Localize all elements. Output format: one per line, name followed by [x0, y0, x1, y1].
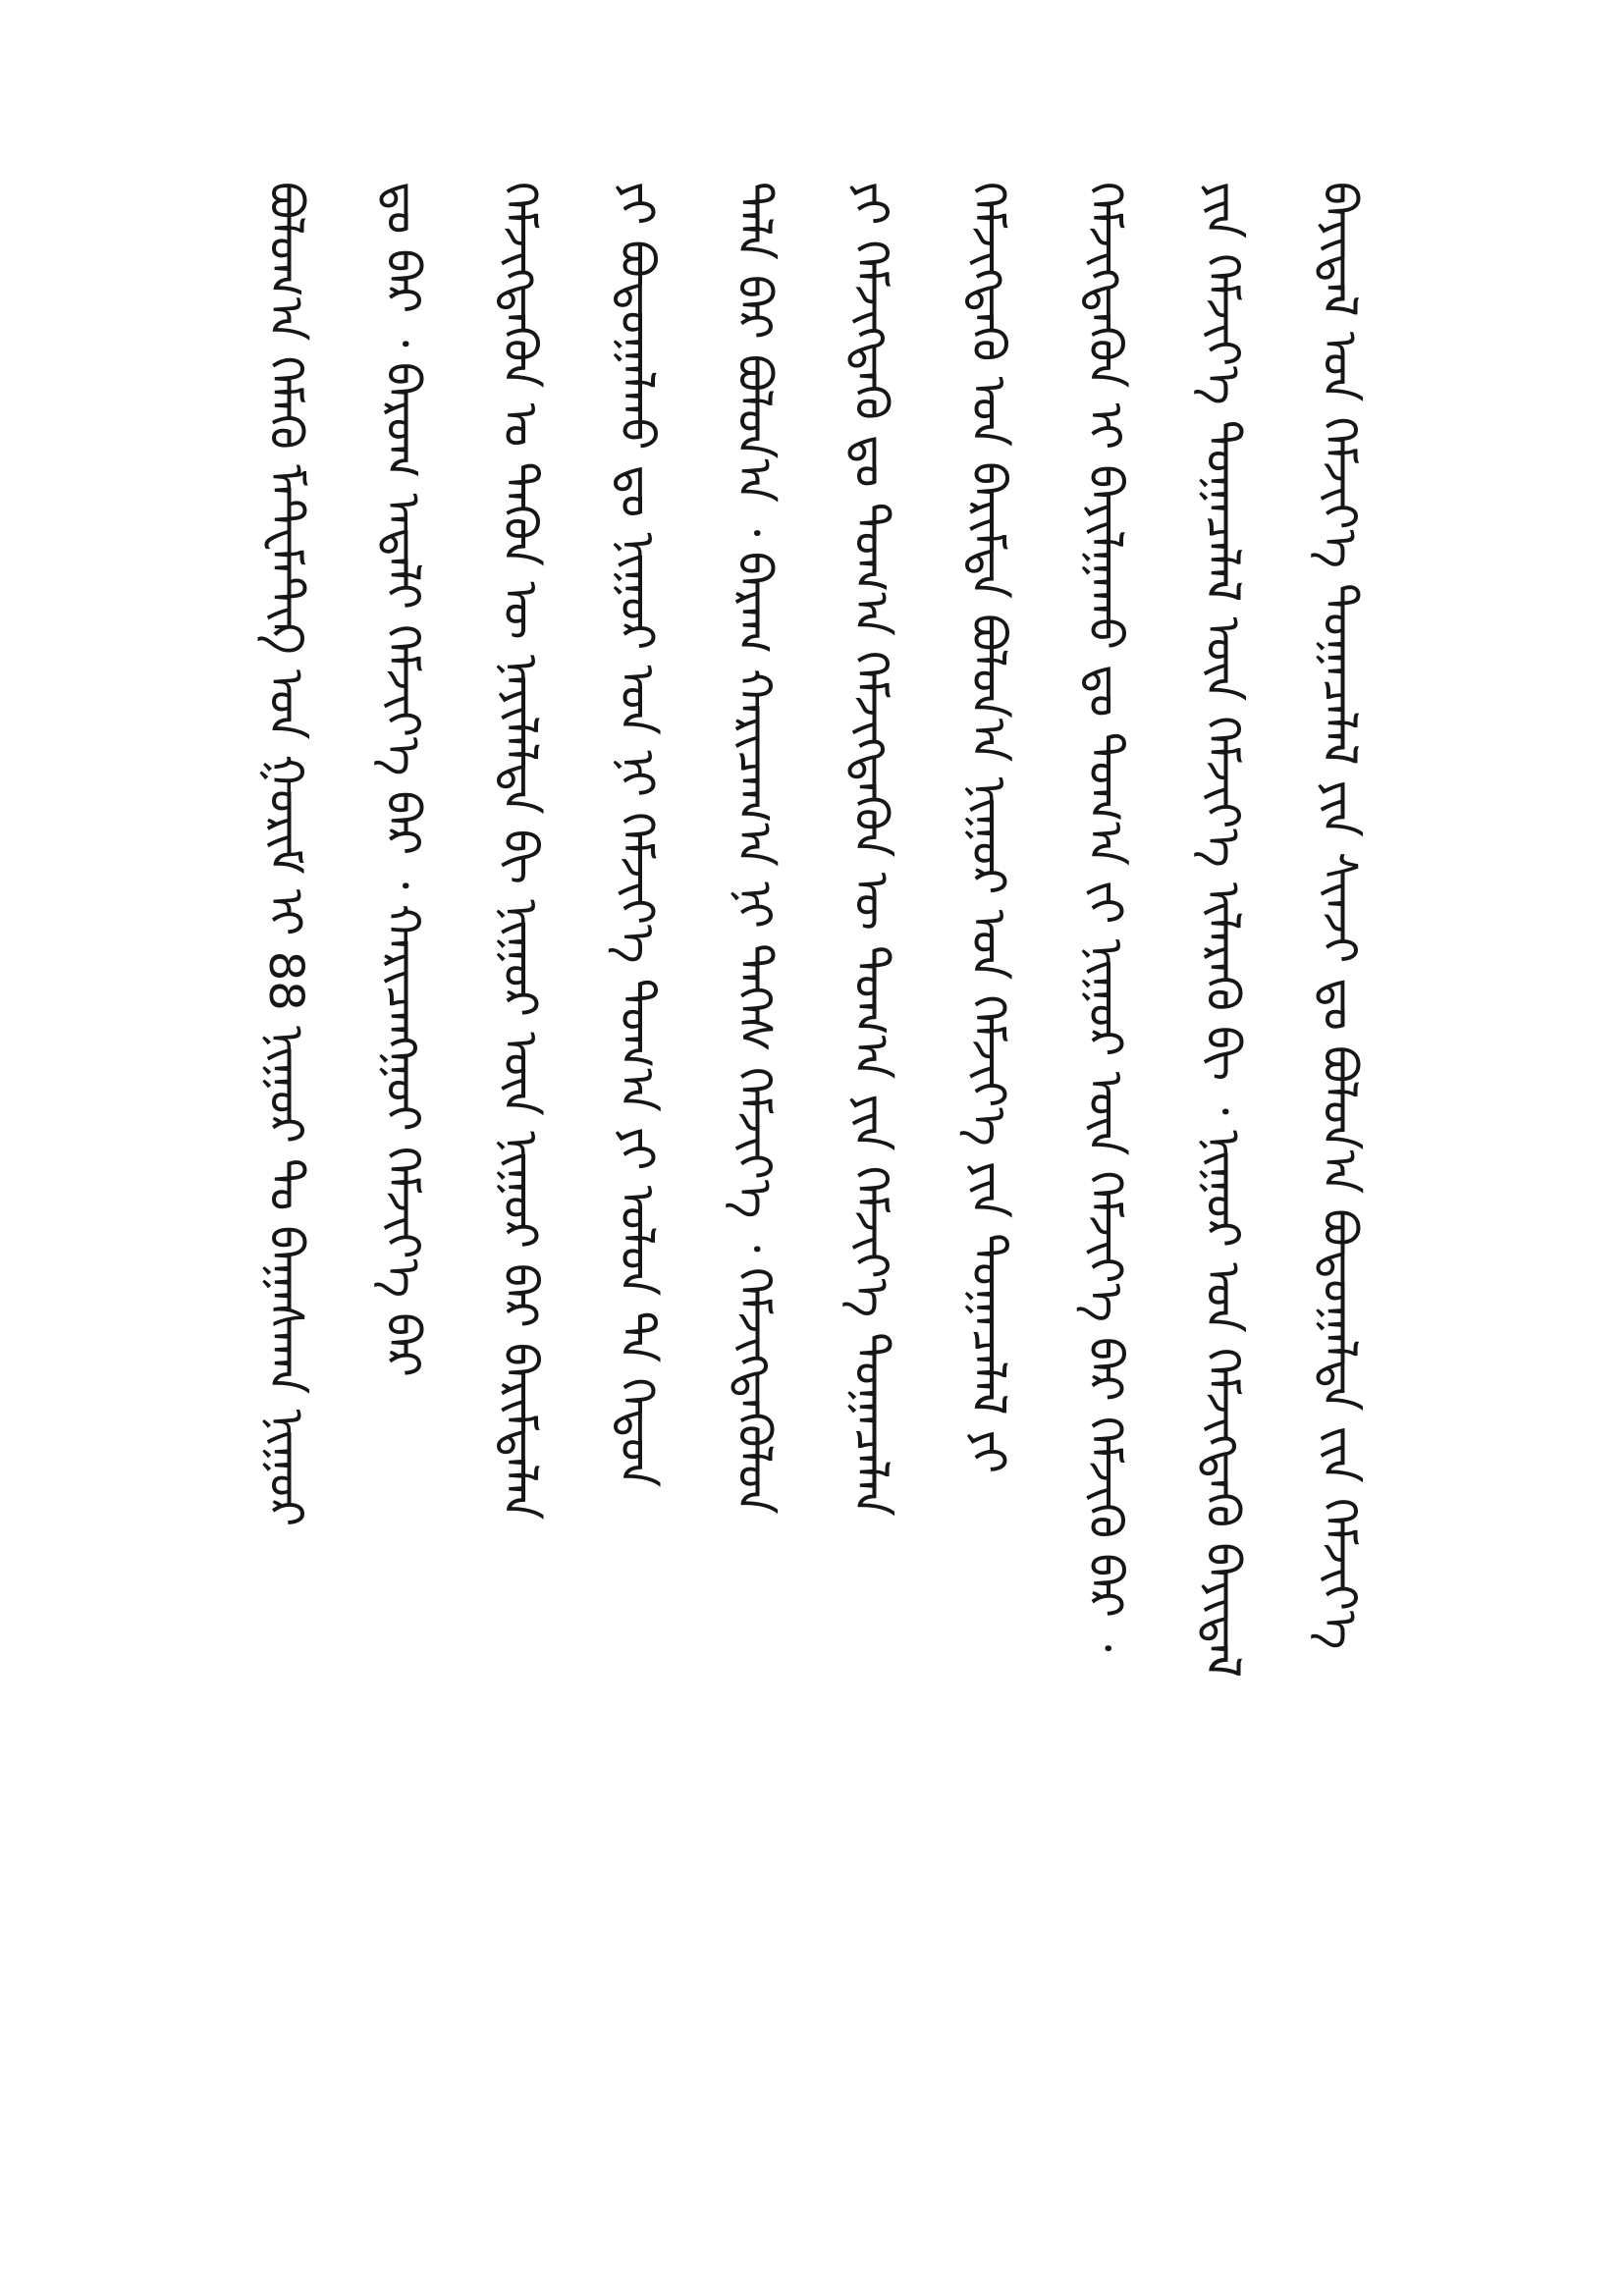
- text-column: ᠬᠡᠮᠵᠢᠭᠳᠡᠬᠦ ᠤᠨ ᠪᠠᠷᠢᠮᠲᠠ ᠪᠣᠯᠤᠨ᠎ᠠ ᠨᠢᠭᠤᠷ ᠤᠨ ᠬᠡᠮᠵᠢᠶ᠎ᠡ ᠶᠢᠨ ᠲᠣᠭᠠᠴᠠᠯᠠᠯ ᠶᠢ: [960, 182, 1016, 1474]
- text-column: ᠶᠢ ᠬᠡᠮᠵᠢᠭᠳᠡᠬᠦ ᠳᠤ ᠲᠣᠭ᠎ᠠ ᠬᠡᠮᠵᠢᠭᠳᠡᠬᠦᠨ ᠦ ᠲᠣᠭ᠎ᠠ ᠶᠢᠨ ᠬᠡᠮᠵᠢᠶ᠎ᠡ ᠲᠣᠭᠠᠴᠠᠯᠠᠨ: [843, 182, 899, 1517]
- text-column: ᠶᠢᠨ ᠬᠡᠮᠵᠢᠶ᠎ᠡ ᠲᠣᠭᠠᠴᠠᠯᠠᠯ ᠦᠨ ᠬᠡᠮᠵᠢᠶ᠎ᠡ ᠢᠯᠡᠷᠡᠬᠦ ᠪᠢ ᠂ ᠨᠢᠭᠤᠷ ᠤᠨ ᠬᠡᠮᠵᠢᠭᠳᠡᠬᠦ ᠪᠠᠶᠢᠳᠠᠯ: [1194, 182, 1250, 1679]
- text-column: ᠪᠠᠶᠢᠳᠠᠯ ᠤᠨ ᠬᠡᠮᠵᠢᠶ᠎ᠡ ᠲᠣᠭᠠᠴᠠᠯᠠᠯ ᠶᠢᠨ ᠰᠢᠨᠵᠢ ᠳᠤ ᠪᠣᠯᠤᠨ᠎ᠠ ᠪᠣᠳᠣᠭᠠᠯᠲᠠ ᠵᠢᠨ ᠬᠡᠮᠵᠢᠶ᠎ᠡ: [1311, 182, 1367, 1650]
- text-column: ᠪᠣᠯᠤᠭ᠎ᠠ ᠬᠡᠮᠡᠬᠦ ᠮᠠᠲ᠋ᠧᠮᠠᠲ᠋ᠢᠺ ᠤᠨ ᠭᠣᠷᠢᠮ ᠢ 88 ᠨᠢᠭᠤᠷ ᠲᠤ ᠪᠠᠭᠠᠰᠬᠠᠨ ᠨᠢᠭᠤᠷ: [258, 182, 313, 1527]
- text-column: ᠬᠡᠮᠵᠢᠭᠳᠡᠬᠦᠨ ᠢ ᠪᠠᠶᠢᠯᠭᠠᠬᠤ ᠳᠤ ᠲᠣᠭ᠎ᠠ ᠵᠢ ᠨᠢᠭᠤᠷ ᠦᠨ ᠬᠡᠮᠵᠢᠶ᠎ᠡ ᠪᠠᠷ ᠬᠡᠮᠵᠢᠬᠦ ᠪᠡᠷ ᠂: [1077, 182, 1133, 1652]
- text-column: ᠲᠠᠯᠠ ᠪᠠᠷ ᠪᠣᠯᠤᠨ᠎ᠠ ᠂ ᠪᠠᠷᠠᠭ ᠬᠠᠷᠢᠴᠠᠭ᠎ᠠ ᠨᠢ ᠲᠡᠭᠡᠰ ᠬᠡᠮᠵᠢᠶ᠎ᠡ ᠂ ᠬᠡᠮᠵᠢᠭᠳᠡᠭᠦᠯᠦᠨ: [726, 182, 782, 1515]
- mongolian-vertical-text-block: [241, 182, 1384, 2071]
- text-column: ᠳᠤ ᠪᠡᠷ ᠂ ᠪᠠᠷᠤᠭ ᠠᠳᠠᠯᠢ ᠬᠡᠮᠵᠢᠶ᠎ᠡ ᠪᠠᠷ ᠂ ᠬᠠᠷᠢᠴᠠᠩᠭᠤᠢ ᠬᠡᠮᠵᠢᠶ᠎ᠡ ᠪᠡᠷ: [375, 182, 431, 1377]
- text-column: ᠬᠡᠮᠵᠢᠭᠳᠡᠭᠦᠨ ᠤ ᠲᠡᠭᠦᠨ ᠦ ᠨᠡᠶᠢᠯᠡᠯᠲᠡ ᠪᠢ ᠨᠢᠭᠤᠷ ᠦᠨ ᠨᠢᠭᠤᠷ ᠪᠠᠷ ᠪᠠᠷᠢᠮᠳᠠᠯᠠᠨ: [492, 182, 548, 1521]
- text-column: ᠶᠢ ᠪᠣᠳᠣᠭᠠᠯᠬᠤ ᠳᠤ ᠨᠢᠭᠤᠷ ᠤᠨ ᠨᠢ ᠬᠡᠮᠵᠢᠶ᠎ᠡ ᠲᠣᠭ᠎ᠠ ᠶᠢ ᠣᠯᠤᠨ ᠲᠠ ᠬᠡᠳᠦᠨ: [609, 182, 665, 1488]
